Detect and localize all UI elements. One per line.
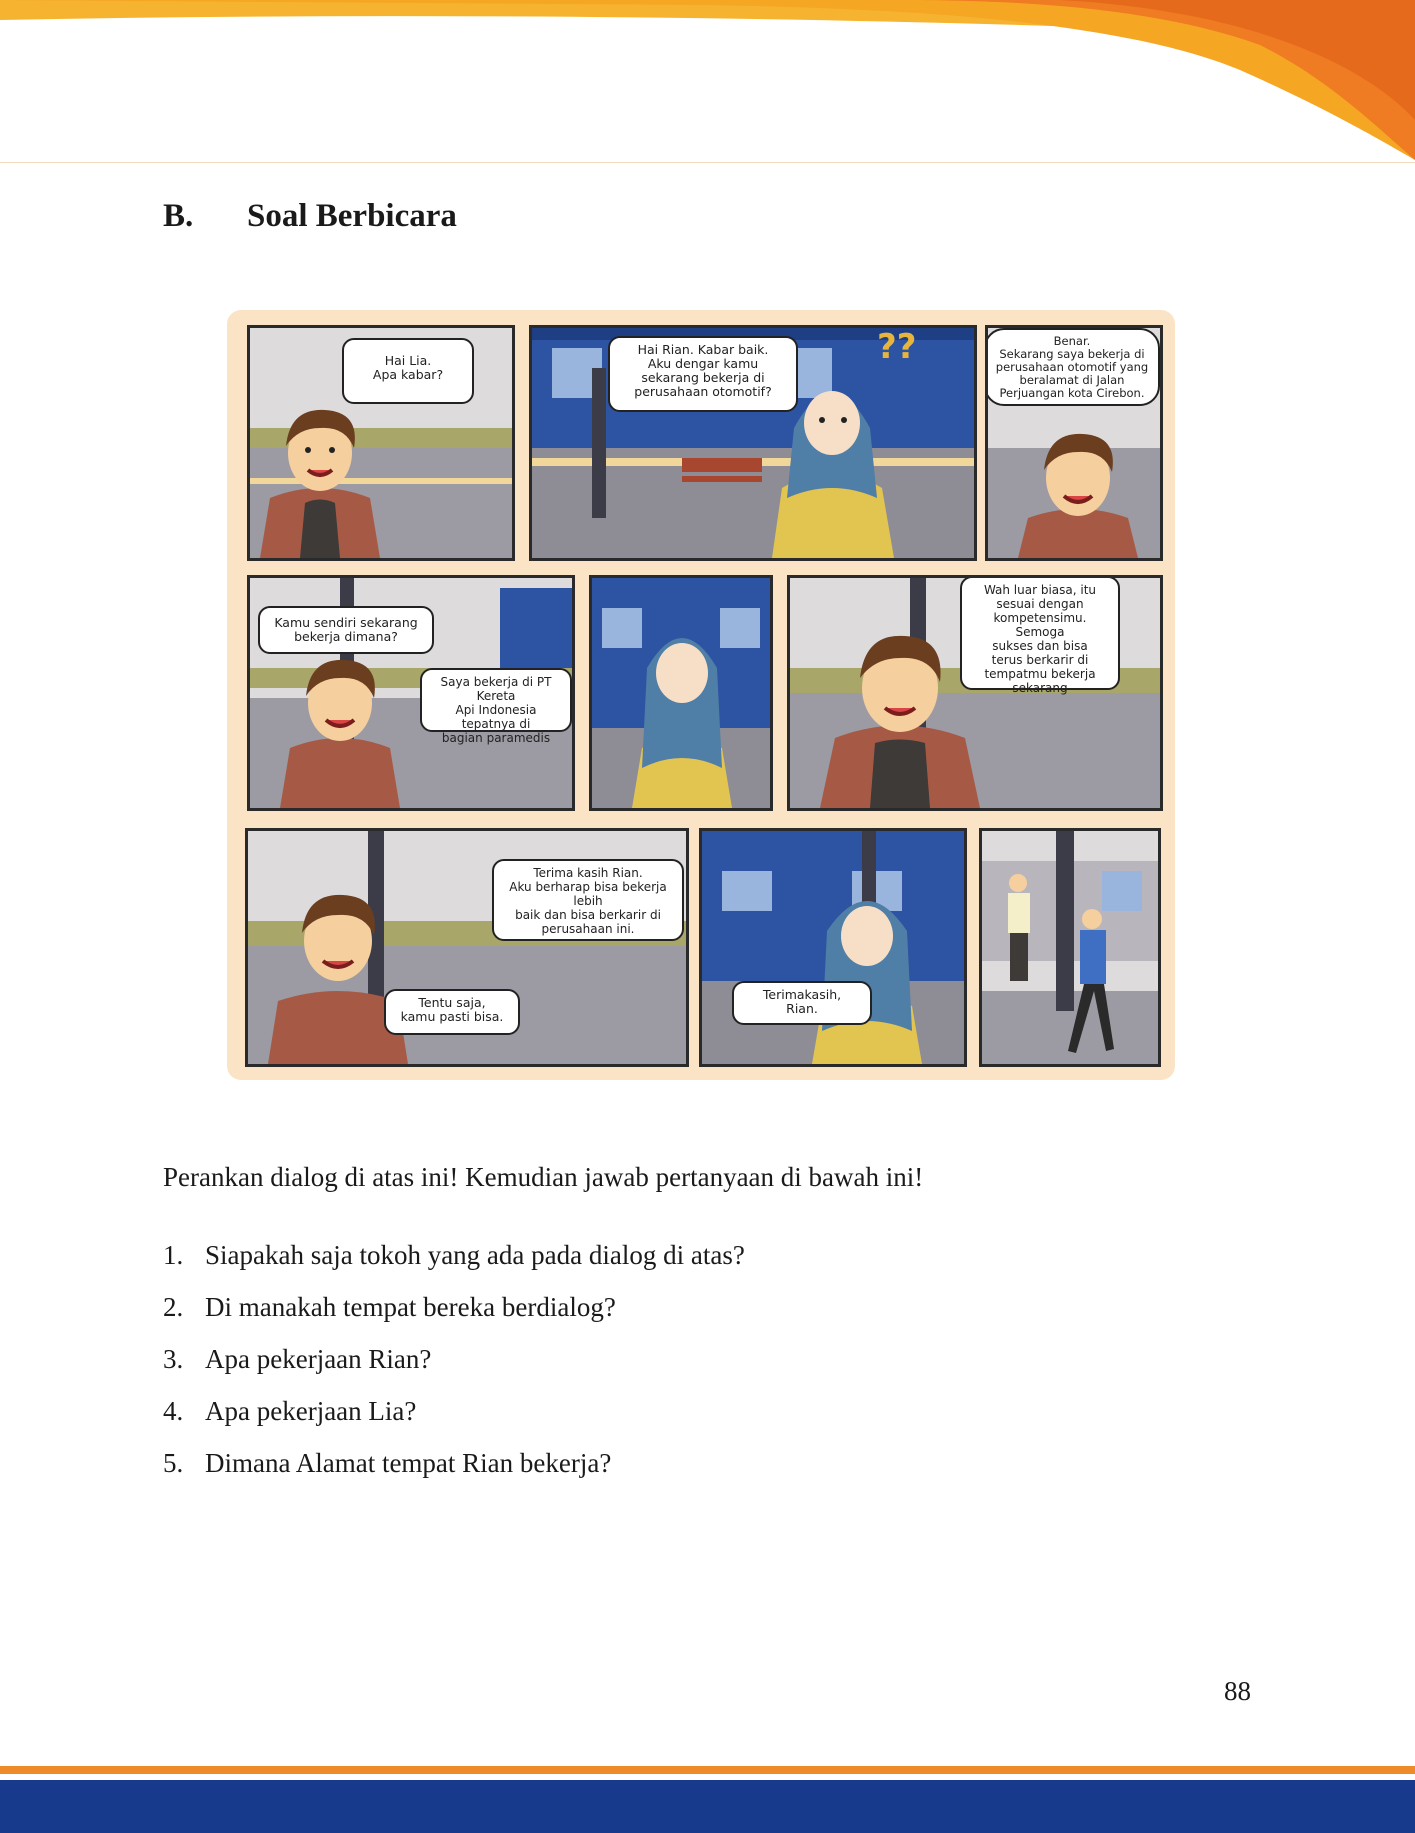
lia-thanking-illustration (702, 831, 964, 1064)
comic-panel-8 (699, 828, 967, 1067)
speech-bubble: Hai Rian. Kabar baik. Aku dengar kamu sekarang bekerja di perusahaan otomotif? (608, 336, 798, 412)
instruction-text: Perankan dialog di atas ini! Kemudian jawab pertanyaan di bawah ini! (163, 1162, 924, 1192)
question-item (163, 1240, 745, 1292)
comic-panel-9 (979, 828, 1161, 1067)
lia-explaining-illustration (592, 578, 770, 808)
speech-bubble: Tentu saja, kamu pasti bisa. (384, 989, 520, 1035)
section-title (163, 198, 457, 235)
question-item (163, 1448, 745, 1500)
rian-walking-illustration (982, 831, 1158, 1064)
header-divider (0, 162, 1415, 163)
comic-panel-4 (247, 575, 575, 811)
question-text: Siapakah saja tokoh yang ada pada dialog di atas? (205, 1240, 745, 1270)
question-text: Dimana Alamat tempat Rian bekerja? (205, 1448, 612, 1478)
question-item (163, 1344, 745, 1396)
speech-bubble: Kamu sendiri sekarang bekerja dimana? (258, 606, 434, 654)
question-text: Apa pekerjaan Rian? (205, 1344, 432, 1374)
question-number: 3. (163, 1344, 184, 1374)
speech-bubble: Hai Lia. Apa kabar? (342, 338, 474, 404)
comic-panel-5 (589, 575, 773, 811)
comic-panel-6 (787, 575, 1163, 811)
question-number: 2. (163, 1292, 184, 1322)
speech-bubble: Wah luar biasa, itu sesuai dengan kompetensimu. Semoga sukses dan bisa terus berkarir di tempatmu bekerja sekarang (960, 576, 1120, 690)
question-number: 4. (163, 1396, 184, 1426)
section-title-text: Soal Berbicara (247, 198, 457, 234)
footer-blue-band (0, 1780, 1415, 1833)
comic-panel-2 (529, 325, 977, 561)
question-number: 1. (163, 1240, 184, 1270)
question-text: Di manakah tempat bereka berdialog? (205, 1292, 616, 1322)
speech-bubble: Benar. Sekarang saya bekerja di perusahaan otomotif yang beralamat di Jalan Perjuangan kota Cirebon. (985, 328, 1160, 406)
question-list (163, 1240, 745, 1500)
header-wave-decoration (0, 0, 1415, 170)
comic-illustration (227, 310, 1175, 1080)
comic-panel-1 (247, 325, 515, 561)
section-letter: B. (163, 198, 194, 234)
footer-orange-stripe (0, 1766, 1415, 1774)
question-item (163, 1292, 745, 1344)
speech-bubble: Terimakasih, Rian. (732, 981, 872, 1025)
page-number: 88 (1224, 1676, 1251, 1706)
comic-panel-3 (985, 325, 1163, 561)
question-item (163, 1396, 745, 1448)
question-number: 5. (163, 1448, 184, 1478)
svg-text:??: ?? (877, 328, 917, 367)
speech-bubble: Terima kasih Rian. Aku berharap bisa bekerja lebih baik dan bisa berkarir di perusahaan ini. (492, 859, 684, 941)
question-text: Apa pekerjaan Lia? (205, 1396, 417, 1426)
comic-panel-7 (245, 828, 689, 1067)
speech-bubble: Saya bekerja di PT Kereta Api Indonesia tepatnya di bagian paramedis (420, 668, 572, 732)
